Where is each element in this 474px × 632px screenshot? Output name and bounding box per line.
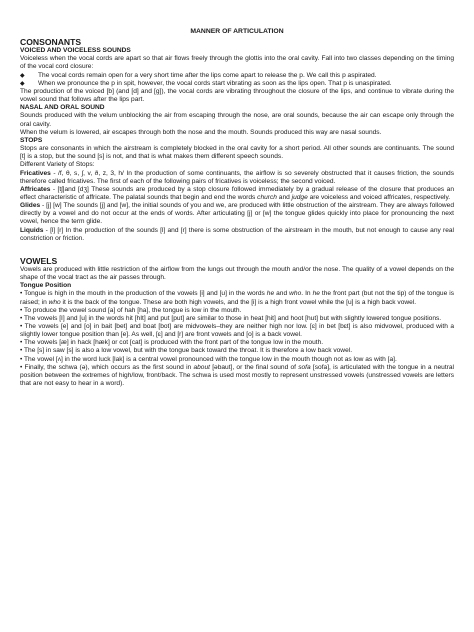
unaspirated-bullet (20, 80, 454, 88)
glides-text: - [j] [w] The sounds [j] and [w], the initial sounds of you and we, are produced with little obstruction of the airstream. They are always followed directly by a vowel and do not occur at the ends of words. After articulating [j] or [w] the tongue glides quickly into place for pronouncing the next vowel, hence the term glide. (20, 202, 454, 226)
aspirated-bullet (20, 72, 454, 80)
tongue-high-text: . In (301, 290, 313, 298)
document-title: MANNER OF ARTICULATION (190, 28, 284, 35)
tongue-high-text: the front part (but not the tip) of the tongue is raised; in (20, 290, 455, 306)
central-vowel-paragraph: • The vowel [ʌ] in the word luck [lak] is a central vowel pronounced with the tongue low in the mouth though not as low as with [a]. (20, 355, 397, 363)
liquids-text: - [l] [r] In the production of the sounds [l] and [r] there is some obstruction of the airstream in the mouth, but not enough to cause any real constriction or friction. (20, 226, 454, 242)
stops-heading: STOPS (20, 136, 43, 144)
affricates-word-church: church (257, 193, 277, 201)
fricatives-label: Fricatives (20, 169, 51, 177)
affricates-text: are voiceless and voiced affricates, respectively. (307, 193, 451, 201)
tongue-high-text: • Tongue is high in the mouth in the production of the vowels [i] and [u] in the words (20, 290, 267, 298)
affricates-label: Affricates (20, 185, 51, 193)
unaspirated-text: When we pronounce the p in spit, however, the vocal cords start vibrating as soon as the lips open. That p is unaspirated. (38, 79, 392, 87)
lowered-vowels-paragraph: • The vowels [I] and [u] in the words hit [hIt] and put [put] are similar to those in heat [hit] and hoot [hut] but with slightly lowered tongue positions. (20, 314, 442, 322)
example-word: who (48, 298, 61, 306)
diamond-bullet-icon: ◆ (20, 71, 25, 79)
schwa-text: [əbaut], or the final sound of (209, 363, 299, 371)
nasal-oral-heading: NASAL AND ORAL SOUND (20, 104, 105, 112)
example-word: who (289, 290, 302, 298)
tongue-high-paragraph (20, 290, 454, 306)
affricates-text: and (276, 193, 292, 201)
tongue-low-paragraph: • To produce the vowel sound [a] of hah [ha], the tongue is low in the mouth. (20, 306, 242, 314)
low-back-vowel-paragraph: • The [s] in saw [s] is also a low vowel, but with the tongue back toward the throat. It is therefore a low back vowel. (20, 347, 353, 355)
schwa-text: • Finally, the schwa (ə), which occurs as the first sound in (20, 363, 194, 371)
consonants-heading: CONSONANTS (20, 37, 82, 48)
vowels-heading: VOWELS (20, 255, 58, 266)
midvowels-paragraph: • The vowels [e] and [o] in bait [bet] and boat [bot] are midvowels–they are neither high nor low. [ɛ] in bet [bɛt] is also midvowel, produced with a slightly lower tongue position than [e]. As well, [ɛ] and [r] are front vowels and [o] is a back vowel. (20, 323, 454, 339)
fricatives-text: - /f, θ, s, ʃ, v, ð, z, 3, h/ In the production of some continuants, the airflow is so severely obstructed that it causes friction, the sounds therefore called fricatives. The first of each of the following pairs of fricatives is voiceless; the second voiced. (20, 169, 454, 185)
affricates-text: - [tʃ]and [dʒ] These sounds are produced by a stop closure followed immediately by a gradual release of the closure that produces an effect characteristic of affricate. The palatal sounds that begin and end the words (20, 185, 454, 201)
oral-sounds-paragraph: Sounds produced with the velum unblocking the air from escaping through the nose, are oral sounds, because the air can escape only through the oral cavity. (20, 112, 454, 128)
tongue-position-heading: Tongue Position (20, 282, 72, 290)
schwa-text: [sofa], is articulated with the tongue in a neutral position between the extremes of high/low, front/back. The schwa is used most mostly to represent unstressed vowels (unstressed vowels are letters that are not easy to hear in a word). (20, 363, 454, 388)
tongue-high-text: it is the back of the tongue. These are both high vowels, and the [i] is a high front vowel while the [u] is a high back vowel. (60, 298, 417, 306)
glides-paragraph (20, 202, 454, 226)
front-low-vowel-paragraph: • The vowels [æ] in hack [hæk] or cot [cat] is produced with the front part of the tongue low in the mouth. (20, 339, 324, 347)
affricates-word-judge: judge (291, 193, 308, 201)
voiced-paragraph: The production of the voiced [b] (and [d] and [g]), the vocal cords are vibrating throughout the closure of the lips, and continue to vibrate during the vowel sound that follows after the lips part. (20, 87, 454, 104)
example-word: about (193, 363, 210, 371)
fricatives-paragraph (20, 170, 454, 186)
voiceless-intro: Voiceless when the vocal cords are apart so that air flows freely through the glottis into the oral cavity. Fall into two classes depending on the timing of the vocal cord closure: (20, 55, 454, 71)
example-word: sofa (298, 363, 311, 371)
tongue-high-text: and (274, 290, 290, 298)
stops-variety-label: Different Variety of Stops: (20, 161, 95, 169)
affricates-paragraph (20, 186, 454, 202)
schwa-paragraph (20, 364, 454, 388)
liquids-label: Liquids (20, 226, 44, 234)
example-word: he (266, 290, 275, 298)
aspirated-text: The vocal cords remain open for a very short time after the lips come apart to release the p. We call this p aspirated. (38, 71, 377, 79)
glides-label: Glides (20, 202, 41, 210)
voiced-voiceless-heading: VOICED AND VOICELESS SOUNDS (20, 47, 131, 55)
nasal-sounds-paragraph: When the velum is lowered, air escapes through both the nose and the mouth. Sounds produced this way are nasal sounds. (20, 128, 382, 136)
liquids-paragraph (20, 227, 454, 243)
example-word: he (312, 290, 320, 298)
stops-paragraph: Stops are consonants in which the airstream is completely blocked in the oral cavity for a short period. All other sounds are continuants. The sound [t] is a stop, but the sound [s] is not, and that is what makes them different speech sounds. (20, 145, 454, 161)
vowels-intro: Vowels are produced with little restriction of the airflow from the lungs out through the mouth and/or the nose. The quality of a vowel depends on the shape of the vocal tract as the air passes through. (20, 265, 454, 282)
diamond-bullet-icon: ◆ (20, 79, 25, 87)
